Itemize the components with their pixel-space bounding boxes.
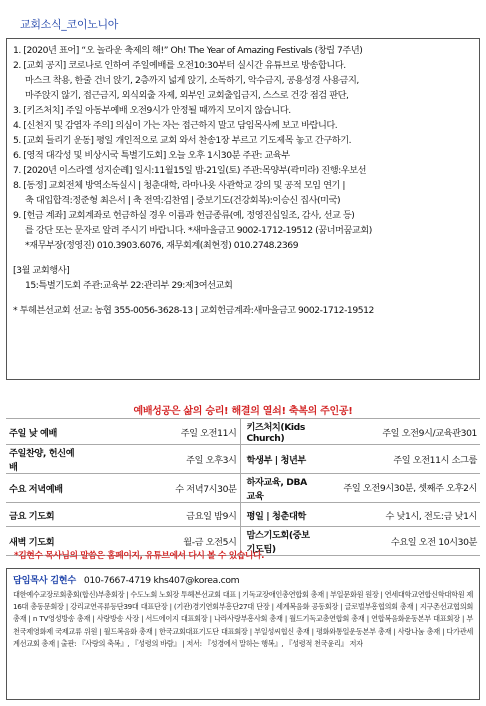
service-name: 하자교육, DBA교육 <box>240 474 318 503</box>
news-item: 8. [동정] 교회전체 방역소독실시 | 청춘대학, 라마나욧 사관학교 강의 및 공적 모임 연기 | <box>13 180 346 191</box>
news-item: 마주앉지 않기, 접근금지, 외식외출 자제, 외부인 교회출입금지, 스스로 건강 점검 판단, <box>25 90 349 101</box>
news-item: 2. [교회 공지] 코로나로 인하여 주일예배를 오전10:30부터 실시간 유튜브로 방송합니다. <box>13 60 346 71</box>
service-name: 맘스기도회(중보기도팀) <box>240 527 318 556</box>
pastor-header <box>13 573 473 588</box>
service-time: 금요일 밤9시 <box>78 503 240 527</box>
service-time: 주일 오전9시30분, 셋째주 오후2시 <box>318 474 480 503</box>
service-time: 수 낮1시, 전도:금 낮1시 <box>318 503 480 527</box>
news-item: 3. [키즈처치] 주일 아동부예배 오전9시가 안정될 때까지 모이지 않습니다. <box>13 105 291 116</box>
service-time: 주일 오전9시/교육관301 <box>318 419 480 445</box>
news-item: 9. [헌금 계좌] 교회계좌로 헌금하실 경우 이름과 헌금종류(예, 정영진십일조, 감사, 선교 등) <box>13 210 355 221</box>
service-name: 키즈처치(Kids Church) <box>240 419 318 445</box>
news-item: 4. [신천지 및 감염자 주의] 의심이 가는 자는 접근하지 말고 담임목사께 보고 바랍니다. <box>13 120 338 131</box>
service-name: 새벽 기도회 <box>6 527 78 556</box>
schedule-title: 예배성공은 삶의 승리! 해결의 열쇠! 축복의 주인공! <box>133 406 353 417</box>
news-item: [3월 교회행사] <box>13 265 70 276</box>
service-time: 주일 오후3시 <box>78 445 240 474</box>
table-row <box>6 445 480 474</box>
news-item: 15:특별기도회 주관:교육부 22:관리부 29:제3여선교회 <box>25 280 233 291</box>
service-name: 금요 기도회 <box>6 503 78 527</box>
table-row <box>6 474 480 503</box>
news-item: 1. [2020년 표어] “오 놀라운 축제의 해!” Oh! The Year of Amazing Festivals (창립 7주년) <box>13 45 363 56</box>
table-row <box>6 419 480 445</box>
news-item: 5. [교회 들리기 운동] 평일 개인적으로 교회 와서 찬송1장 부르고 기도제목 놓고 간구하기. <box>13 135 352 146</box>
table-row <box>6 503 480 527</box>
sermon-note: *김현수 목사님의 말씀은 홈페이지, 유튜브에서 다시 볼 수 있습니다. <box>14 551 265 561</box>
service-name: 주일 낮 예배 <box>6 419 78 445</box>
pastor-bio: 대한예수교장로회총회(합신)부총회장 | 수도노회 노회장 투헤븐선교회 대표 | 기독교장애인총연합회 총재 | 부일문화원 원장 | 연세대학교연합신학대학원 제16대 총동문회장 | 강리교연곡류등단39대 대표단장 | (기관)경기연회부흥단27대 단장 | 세계복음화 공동회장 | 글로벌부흥협의회 총재 | 지구촌선교협의회 총재 | n TV영성방송 총재 | 사랑방송 사장 | 서드에이지 대표회장 | 나라사랑부흥사회 총재 | 월드기독교총연합회 총재 | 연합복음화운동본부 대표회장 | 부천국제영화제 국제교류 위원 | 월드복음화 총재 | 한국교회대표기도단 대표회장 | 부일성씨협신 총재 | 평화와통일운동본부 총재 | 사랑나눔 총재 | 다가관세계선교회 총재 | 출판: 『사랑의 축복』, 『성령의 바람』 | 저서: 『성경에서 말하는 행복』, 『성령적 천국윤리』 저자 <box>13 590 473 648</box>
news-item: *재무부장(정영진) 010.3903.6076, 재무회계(최현정) 010.2748.2369 <box>25 240 299 251</box>
spacer <box>13 293 473 303</box>
service-name: 주일찬양, 헌신예배 <box>6 445 78 474</box>
service-name: 수요 저녁예배 <box>6 474 78 503</box>
news-item: 를 강단 또는 문자로 알려 주시기 바랍니다. *새마을금고 9002-1712-19512 (꿈너머꿈교회) <box>25 225 372 236</box>
news-item: 마스크 착용, 한줄 건너 앉기, 2층까지 넓게 앉기, 소독하기, 악수금지, 공용성경 사용금지, <box>25 75 359 86</box>
spacer <box>13 253 473 263</box>
pastor-box <box>6 568 480 700</box>
schedule-table <box>6 418 480 556</box>
service-time: 수 저녁7시30분 <box>78 474 240 503</box>
news-item: * 투헤븐선교회 선교: 농협 355-0056-3628-13 | 교회헌금계좌:새마을금고 9002-1712-19512 <box>13 305 374 316</box>
service-name: 평일 | 청춘대학 <box>240 503 318 527</box>
news-list <box>13 43 473 318</box>
pastor-contact: 010-7667-4719 khs407@korea.com <box>83 575 240 586</box>
news-item: 7. [2020년 이스라엘 성지순례] 일시:11월15일 밤-21일(토) 주관:목양부(곽미라) 진행:우보선 <box>13 165 367 176</box>
service-time: 주일 오전11시 <box>78 419 240 445</box>
pastor-name: 담임목사 김현수 <box>13 575 76 586</box>
news-item: 6. [영적 대각성 및 비상시국 특별기도회] 오늘 오후 1시30분 주관: 교육부 <box>13 150 290 161</box>
service-time: 월-금 오전5시 <box>78 527 240 556</box>
service-name: 학생부 | 청년부 <box>240 445 318 474</box>
service-time: 주일 오전11시 소그룹 <box>318 445 480 474</box>
page-title: 교회소식_코이노니아 <box>20 18 119 31</box>
service-time: 수요일 오전 10시30분 <box>318 527 480 556</box>
news-item: 축 대입합격:정준형 최은서 | 축 전역:김찬엽 | 중보기도(건강회복):이승신 집사(미국) <box>25 195 341 206</box>
news-box <box>6 38 480 380</box>
